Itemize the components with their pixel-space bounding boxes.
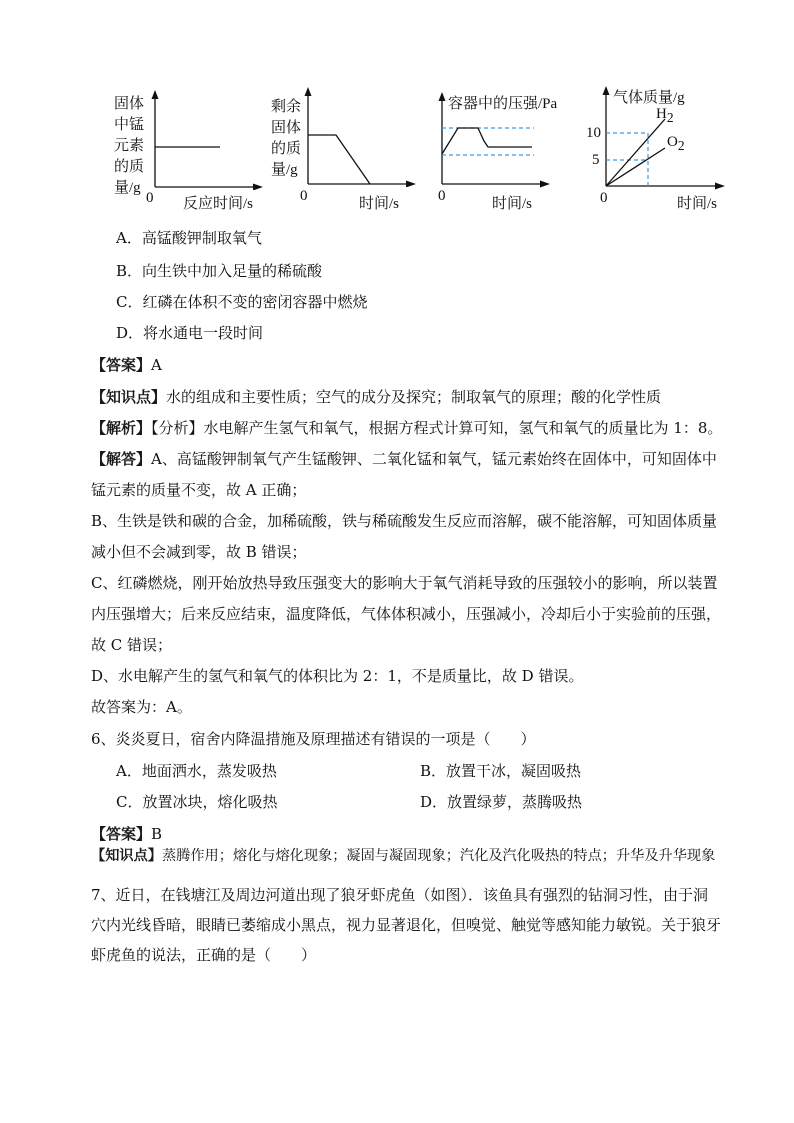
graph-4-o2-label: $O_2$ (667, 134, 685, 153)
graph-3-curve (442, 128, 532, 154)
q5-analysis: 【解析】【分析】水电解产生氢气和氧气，根据方程式计算可知，氢气和氧气的质量比为 1：8。 (91, 419, 723, 437)
q5-solution-line-2: 锰元素的质量不变，故 A 正确； (91, 481, 307, 499)
q5-solution-line-8: D、水电解产生的氢气和氧气的体积比为 2：1，不是质量比，故 D 错误。 (91, 667, 584, 685)
graph-2-curve (308, 135, 370, 184)
graph-4-x-arrow (715, 183, 725, 190)
graph-3-plot (432, 92, 552, 188)
q5-solution-line-5: C、红磷燃烧，刚开始放热导致压强变大的影响大于氧气消耗导致的压强较小的影响，所以装置 (91, 574, 718, 592)
q7-stem-line-1: 7、近日，在钱塘江及周边河道出现了狼牙虾虎鱼（如图）．该鱼具有强烈的钻洞习性，由于洞 (91, 886, 709, 904)
graph-4-origin: 0 (600, 190, 608, 206)
graph-1-xlabel: 反应时间/s (183, 196, 254, 212)
graph-2-y-arrow (305, 87, 312, 96)
q5-solution-line-6: 内压强增大；后来反应结束，温度降低，气体体积减小，压强减小，冷却后小于实验前的压强， (91, 605, 722, 623)
q6-answer: 【答案】B (91, 825, 163, 843)
q6-knowledge-points: 【知识点】蒸腾作用；熔化与熔化现象；凝固与凝固现象；汽化及汽化吸热的特点；升华及升华现象 (91, 848, 716, 864)
q5-solution-line-1: 【解答】A、高锰酸钾制氧气产生锰酸钾、二氧化锰和氧气，锰元素始终在固体中，可知固体中 (91, 450, 717, 468)
graph-2-origin: 0 (300, 188, 308, 204)
graph-1-y-arrow (152, 90, 159, 99)
graph-4-plot (595, 86, 730, 190)
graph-1-origin: 0 (146, 190, 154, 206)
q5-option-c: C．红磷在体积不变的密闭容器中燃烧 (116, 293, 368, 311)
graph-3-origin: 0 (438, 188, 446, 204)
q5-final-answer: 故答案为：A。 (91, 698, 192, 716)
graph-4-tick-5: 5 (592, 152, 600, 168)
graph-4-ylabel: 气体质量/g (613, 90, 685, 106)
q6-option-c: C．放置冰块，熔化吸热 (116, 793, 278, 811)
graph-3-xlabel: 时间/s (492, 196, 533, 212)
graph-4-tick-10: 10 (586, 125, 601, 141)
q7-stem-line-3: 虾虎鱼的说法，正确的是（ ） (91, 946, 317, 964)
q5-option-b: B．向生铁中加入足量的稀硫酸 (116, 262, 323, 280)
q6-stem: 6、炎炎夏日，宿舍内降温措施及原理描述有错误的一项是（ ） (91, 730, 536, 748)
q6-option-d: D．放置绿萝，蒸腾吸热 (420, 793, 583, 811)
q5-solution-line-7: 故 C 错误； (91, 636, 173, 654)
graph-4-h2-line (606, 119, 665, 186)
q5-option-a: A．高锰酸钾制取氧气 (116, 229, 262, 247)
graph-4-y-arrow (603, 86, 610, 95)
q5-option-d: D．将水通电一段时间 (116, 324, 264, 342)
graph-2-xlabel: 时间/s (359, 196, 400, 212)
graph-1-x-arrow (253, 184, 263, 191)
graph-4-h2-label: $H_2$ (656, 106, 674, 125)
graph-3-y-arrow (439, 92, 446, 101)
graph-2-ylabel: 剩余 固体 的质 量/g (271, 99, 302, 178)
graph-4-o2-line (606, 148, 665, 186)
graph-2-plot (298, 87, 418, 187)
q5-answer: 【答案】A (91, 356, 162, 374)
graph-4-xlabel: 时间/s (677, 196, 718, 212)
graph-1-plot (145, 90, 265, 190)
q6-option-b: B．放置干冰，凝固吸热 (420, 762, 582, 780)
q5-solution-line-3: B、生铁是铁和碳的合金，加稀硫酸，铁与稀硫酸发生反应而溶解，碳不能溶解，可知固体质量 (91, 512, 718, 530)
graph-1-ylabel: 固体 中锰 元素 的质 量/g (114, 96, 145, 196)
q5-solution-line-4: 减小但不会减到零，故 B 错误； (91, 543, 307, 561)
graph-3-ylabel: 容器中的压强/Pa (448, 96, 558, 112)
graph-2-x-arrow (406, 181, 416, 188)
graph-3-x-arrow (540, 181, 550, 188)
q6-option-a: A．地面洒水，蒸发吸热 (116, 762, 277, 780)
q7-stem-line-2: 穴内光线昏暗，眼睛已萎缩成小黑点，视力显著退化，但嗅觉、触觉等感知能力敏锐。关于狼牙 (91, 916, 722, 934)
q5-knowledge-points: 【知识点】水的组成和主要性质；空气的成分及探究；制取氧气的原理；酸的化学性质 (91, 388, 662, 406)
